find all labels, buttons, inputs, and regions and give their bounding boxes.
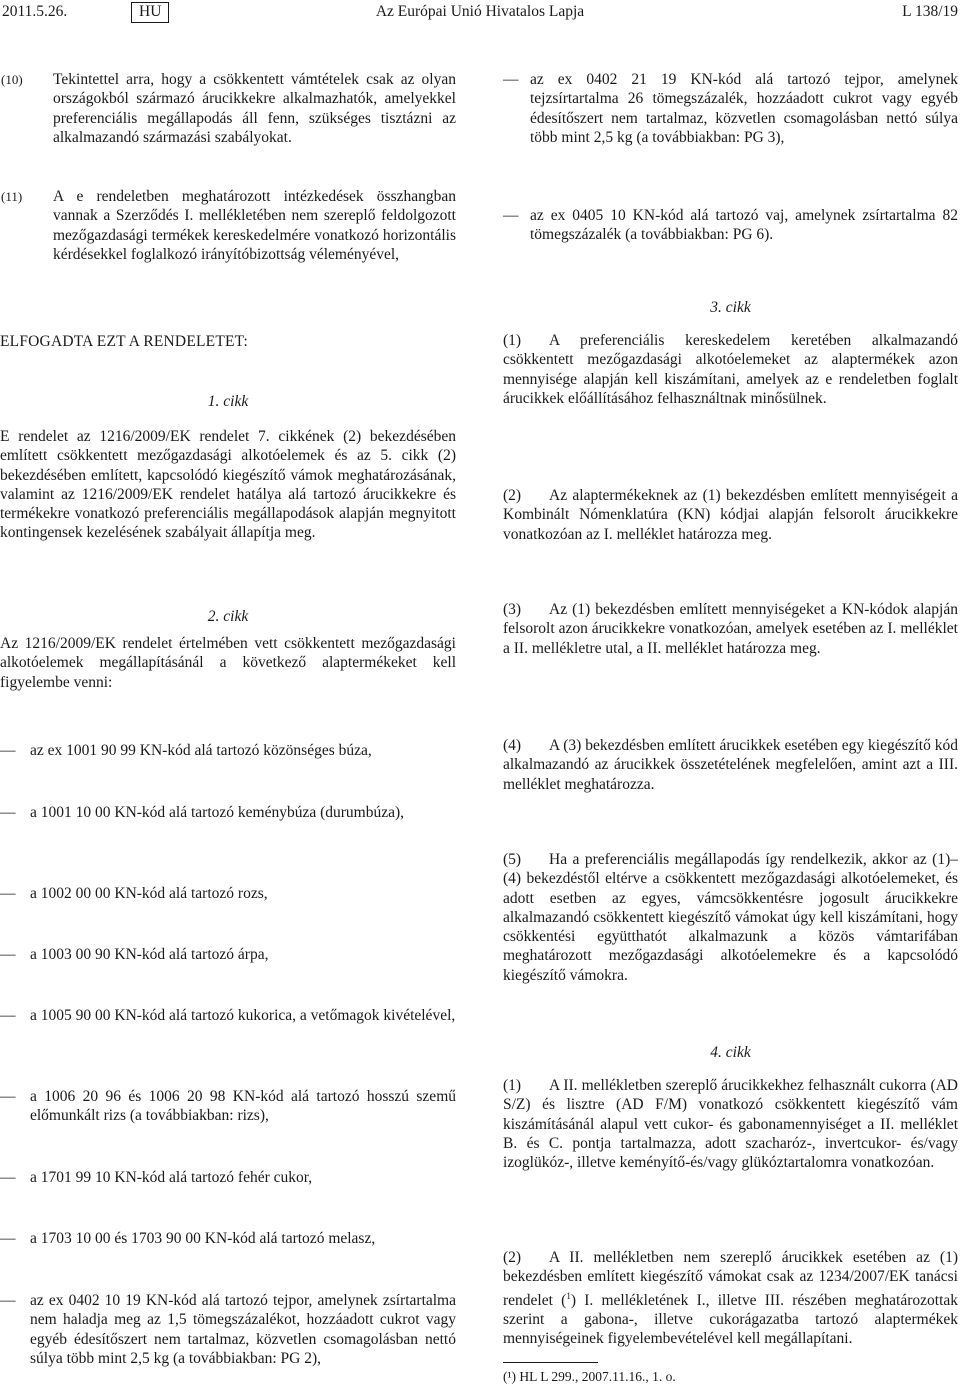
paragraph-text: Az alaptermékeknek az (1) bekezdésben említett mennyiségeit a Kombinált Nómenklatúra (KN) kódjai alapján felsorolt árucikkekre vonatkozóan az I. melléklet határozza meg. — [503, 487, 958, 543]
list-item — [0, 1087, 456, 1129]
list-item-text: a 1006 20 96 és 1006 20 98 KN-kód alá tartozó hosszú szemű előmunkált rizs (a továbbiakban: rizs), — [30, 1088, 456, 1125]
article-3-paragraph-2 — [503, 486, 958, 546]
list-item — [0, 1006, 456, 1048]
journal-title: Az Európai Unió Hivatalos Lapja — [375, 3, 585, 20]
list-item-text: a 1701 99 10 KN-kód alá tartozó fehér cukor, — [30, 1169, 313, 1186]
list-item — [0, 1229, 456, 1253]
dash-marker: — — [0, 804, 16, 821]
article-1-title: 1. cikk — [207, 393, 249, 410]
article-3-paragraph-1 — [503, 331, 958, 431]
article-3-title: 3. cikk — [710, 299, 751, 316]
article-3-paragraph-5 — [503, 850, 958, 990]
paragraph-text: A (3) bekezdésben említett árucikkek esetében egy kiegészítő kód alkalmazandó az árucikkek összetételének megfelelően, amint azt a III. melléklet meghatározza. — [503, 737, 958, 793]
dash-marker: — — [503, 207, 519, 224]
footnote-divider — [503, 1362, 598, 1363]
page-header — [0, 0, 960, 40]
list-item — [0, 945, 456, 969]
adoption-statement: ELFOGADTA EZT A RENDELETET: — [0, 333, 249, 350]
recital-text: Tekintettel arra, hogy a csökkentett vámtételek csak az olyan országokból származó árucikkekre alkalmazhatók, amelyekkel preferenciális megállapodás áll fenn, szükséges tisztázni az alkalmazandó származási szabályokat. — [53, 71, 456, 146]
recital-text: A e rendeletben meghatározott intézkedések összhangban vannak a Szerződés I. mellékletében nem szereplő feldolgozott mezőgazdasági termékek kereskedelmére vonatkozó horizontális kérdésekkel foglalkozó irányítóbizottság véleményével, — [53, 188, 456, 263]
dash-marker: — — [0, 1007, 16, 1024]
article-4-paragraph-1 — [503, 1076, 958, 1196]
list-item-text: az ex 0402 21 19 KN-kód alá tartozó tejpor, amelynek tejzsírtartalma 26 tömegszázalék, hozzáadott cukrot vagy egyéb édesítőszert nem tartalmaz, közvetlen csomagolásban nettó súlya több mint 2,5 kg (a továbbiakban: PG 3), — [530, 71, 958, 146]
dash-marker: — — [0, 1230, 16, 1247]
list-item — [0, 741, 456, 765]
article-3-paragraph-4 — [503, 736, 958, 796]
dash-marker: — — [0, 885, 16, 902]
paragraph-number: (1) — [503, 332, 522, 349]
list-item-text: az ex 0402 10 19 KN-kód alá tartozó tejpor, amelynek zsírtartalma nem haladja meg az 1,5 tömegszázalékot, hozzáadott cukrot vagy egyéb édesítőszert nem tartalmaz, közvetlen csomagolásban nettó súlya több mint 2,5 kg (a továbbiakban: PG 2), — [30, 1292, 456, 1367]
list-item — [503, 206, 958, 248]
dash-marker: — — [0, 1088, 16, 1105]
paragraph-number: (4) — [503, 737, 522, 754]
language-badge: HU — [131, 2, 169, 23]
article-2-text: Az 1216/2009/EK rendelet értelmében vett csökkentett mezőgazdasági alkotóelemek megállapításánál a következő alaptermékeket kell figyelembe venni: — [0, 635, 456, 691]
article-3-paragraph-3 — [503, 600, 958, 680]
list-item — [0, 1168, 456, 1192]
article-4-paragraph-2 — [503, 1248, 958, 1348]
dash-marker: — — [503, 71, 519, 88]
page-number: L 138/19 — [902, 3, 958, 20]
list-item — [0, 884, 456, 908]
paragraph-number: (3) — [503, 601, 522, 618]
dash-marker: — — [0, 946, 16, 963]
article-4-title: 4. cikk — [710, 1044, 751, 1061]
footnote: (¹) HL L 299., 2007.11.16., 1. o. — [503, 1369, 676, 1384]
recital-11 — [0, 187, 456, 287]
paragraph-number: (1) — [503, 1077, 522, 1094]
article-1-text: E rendelet az 1216/2009/EK rendelet 7. cikkének (2) bekezdésében említett csökkentett mezőgazdasági alkotóelemek és az 5. cikk (2) bekezdésében említett, kapcsolódó kiegészítő vámok meghatározásának, valamint az 1216/2009/EK rendelet hatálya alá tartozó árucikkekre és termékekre vonatkozó preferenciális megállapodások alapján megnyitott kontingensek kezelésének szabályait állapítja meg. — [0, 428, 456, 542]
paragraph-text: Az (1) bekezdésben említett mennyiségeket a KN-kódok alapján felsorolt azon árucikkekre vonatkozóan, amelyek esetében az I. melléklet a II. mellékletre utal, a II. melléklet határozza meg. — [503, 601, 958, 657]
list-item-text: az ex 0405 10 KN-kód alá tartozó vaj, amelynek zsírtartalma 82 tömegszázalék (a továbbiakban: PG 6). — [530, 207, 958, 244]
list-item-text: a 1003 00 90 KN-kód alá tartozó árpa, — [30, 946, 269, 963]
list-item-text: a 1001 10 00 KN-kód alá tartozó keménybúza (durumbúza), — [30, 804, 405, 821]
list-item — [0, 1291, 456, 1387]
recital-number: (10) — [1, 72, 23, 87]
paragraph-text — [503, 1248, 958, 1349]
list-item — [0, 803, 456, 845]
paragraph-text: Ha a preferenciális megállapodás így rendelkezik, akkor az (1)–(4) bekezdéstől eltérve a csökkentett mezőgazdasági alkotóelemeket, és adott esetben az egyes, vámcsökkentésre jogosult árucikkekre alkalmazandó csökkentett kiegészítő vámokat úgy kell kiszámítani, hogy csökkentési együtthatót alkalmazunk a közös vámtarifában meghatározott mezőgazdasági alkotóelemekre és a kapcsolódó kiegészítő vámokra. — [503, 851, 958, 984]
list-item-text: az ex 1001 90 99 KN-kód alá tartozó közönséges búza, — [30, 742, 372, 759]
list-item — [503, 70, 958, 150]
dash-marker: — — [0, 742, 16, 759]
footnote-reference[interactable]: 1 — [566, 1290, 571, 1301]
paragraph-text: A preferenciális kereskedelem keretében alkalmazandó csökkentett mezőgazdasági alkotóelemeket az alaptermékek azon mennyisége alapján kell kiszámítani, amelyek az e rendeletben foglalt árucikkek előállításához felhasználtnak minősülnek. — [503, 332, 958, 407]
paragraph-number: (2) — [503, 487, 522, 504]
paragraph-number: (2) — [503, 1249, 522, 1266]
recital-number: (11) — [1, 189, 23, 204]
dash-marker: — — [0, 1169, 16, 1186]
paragraph-text: A II. mellékletben szereplő árucikkekhez felhasznált cukorra (AD S/Z) és lisztre (AD F/M) vonatkozó csökkentett kiegészítő vám kiszámításánál alapul vett cukor- és gabonamennyiséget a II. melléklet B. és C. pontja tartalmazza, adott szacharóz-, invertcukor- és/vagy izoglükóz-, illetve keményítő-és/vagy glükóztartalomra vonatkozóan. — [503, 1077, 958, 1172]
paragraph-text-part: ) I. mellékletének I., illetve III. részében meghatározottak szerint a gabona-, illetve cukorágazatba tartozó alaptermékek mennyiségeinek figyelembevételével kell megállapítani. — [503, 1291, 959, 1348]
paragraph-number: (5) — [503, 851, 522, 868]
article-2-title: 2. cikk — [207, 608, 249, 625]
list-item-text: a 1002 00 00 KN-kód alá tartozó rozs, — [30, 885, 268, 902]
list-item-text: a 1005 90 00 KN-kód alá tartozó kukorica, a vetőmagok kivételével, — [30, 1007, 456, 1024]
paragraph-text-part: A II. mellékletben nem szereplő árucikkek esetében az (1) bekezdésben említett kiegészítő vámokat csak az 1234/2007/EK tanácsi rendelet ( — [503, 1249, 958, 1309]
publication-date: 2011.5.26. — [2, 3, 68, 20]
recital-10 — [0, 70, 456, 150]
list-item-text: a 1703 10 00 és 1703 90 00 KN-kód alá tartozó melasz, — [30, 1230, 376, 1247]
dash-marker: — — [0, 1292, 16, 1309]
